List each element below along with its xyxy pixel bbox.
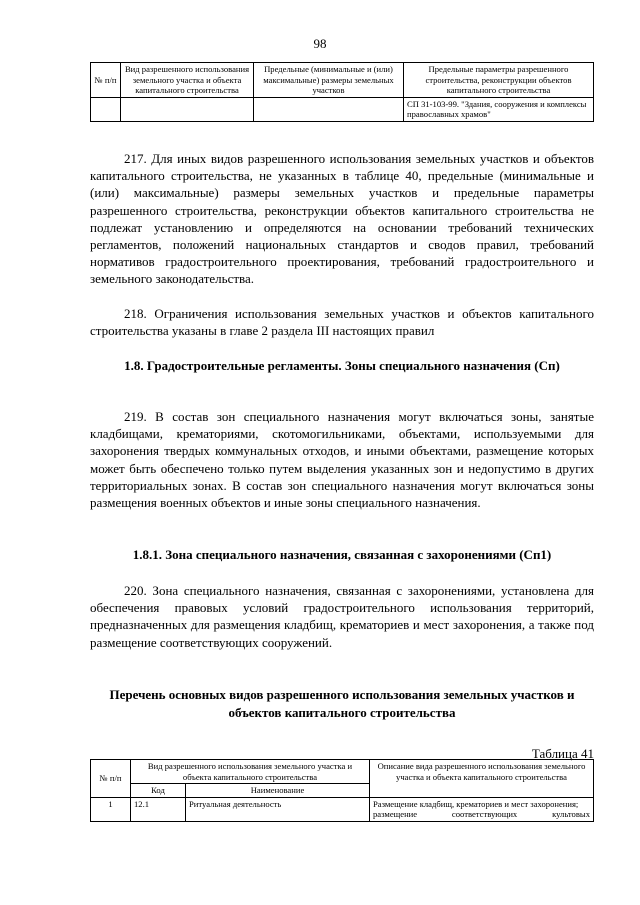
heading-special-zones: 1.8. Градостроительные регламенты. Зоны специального назначения (Сп) xyxy=(124,358,560,373)
header-number: № п/п xyxy=(91,63,121,98)
row-code: 12.1 xyxy=(131,797,186,821)
header-code: Код xyxy=(131,784,186,798)
paragraph-218: 218. Ограничения использования земельных участков и объектов капитального строительства указаны в главе 2 раздела III настоящих правил xyxy=(90,306,594,339)
table-cell xyxy=(254,97,404,121)
table-header-row xyxy=(91,760,594,784)
table-41 xyxy=(90,759,594,822)
heading-usage-list: Перечень основных видов разрешенного использования земельных участков и объектов капитального строительства xyxy=(109,687,575,720)
row-name: Ритуальная деятельность xyxy=(186,797,370,821)
row-description xyxy=(370,797,594,821)
header-construction-parameters: Предельные параметры разрешенного строительства, реконструкции объектов капитального строительства xyxy=(404,63,594,98)
paragraph-217: 217. Для иных видов разрешенного использования земельных участков и объектов капитального строительства, не указанных в таблице 40, предельные (минимальные и (или) максимальные) размеры земельных участков и предельные параметры разрешенного строительства, реконструкции объектов капитального строительства не подлежат установлению и определяются на основании требований технических регламентов, положений национальных стандартов и сводов правил, требований нормативов градостроительного проектирования, требований градостроительного и земельного законодательства. xyxy=(90,151,594,287)
heading-burial-zone: 1.8.1. Зона специального назначения, связанная с захоронениями (Сп1) xyxy=(132,547,552,562)
table-cell xyxy=(91,97,121,121)
header-number: № п/п xyxy=(91,760,131,798)
page-number: 98 xyxy=(313,36,327,51)
paragraph-220: 220. Зона специального назначения, связанная с захоронениями, установлена для обеспечения правовых условий градостроительного использования территорий, предназначенных для размещения кладбищ, крематориев и мест захоронения, а также под размещение соответствующих сооружений. xyxy=(90,583,594,650)
table-header-row xyxy=(91,63,594,98)
row-description-line: размещение соответствующих культовых xyxy=(373,809,590,819)
header-usage-kind: Вид разрешенного использования земельного участка и объекта капитального строительства xyxy=(131,760,370,784)
header-usage-kind: Вид разрешенного использования земельного участка и объекта капитального строительства xyxy=(121,63,254,98)
paragraph-219: 219. В состав зон специального назначения могут включаться зоны, занятые кладбищами, крематориями, скотомогильниками, объектами, используемыми для захоронения твердых коммунальных отходов, и иными объектами, размещение которых может быть обеспечено только путем выделения указанных зон и недопустимо в других территориальных зонах. В состав зон специального назначения могут включаться зоны размещения военных объектов и иные зоны специального назначения. xyxy=(90,409,594,511)
table-row xyxy=(91,797,594,821)
row-number: 1 xyxy=(91,797,131,821)
table-cell: СП 31-103-99. "Здания, сооружения и комплексы православных храмов" xyxy=(404,97,594,121)
table-row xyxy=(91,97,594,121)
header-description: Описание вида разрешенного использования земельного участка и объекта капитального строительства xyxy=(370,760,594,798)
header-plot-sizes: Предельные (минимальные и (или) максимальные) размеры земельных участков xyxy=(254,63,404,98)
table-cell xyxy=(121,97,254,121)
parameters-table-continuation xyxy=(90,62,594,122)
table-caption: Таблица 41 xyxy=(531,746,594,761)
row-description-line: Размещение кладбищ, крематориев и мест захоронения; xyxy=(373,798,579,809)
header-name: Наименование xyxy=(186,784,370,798)
